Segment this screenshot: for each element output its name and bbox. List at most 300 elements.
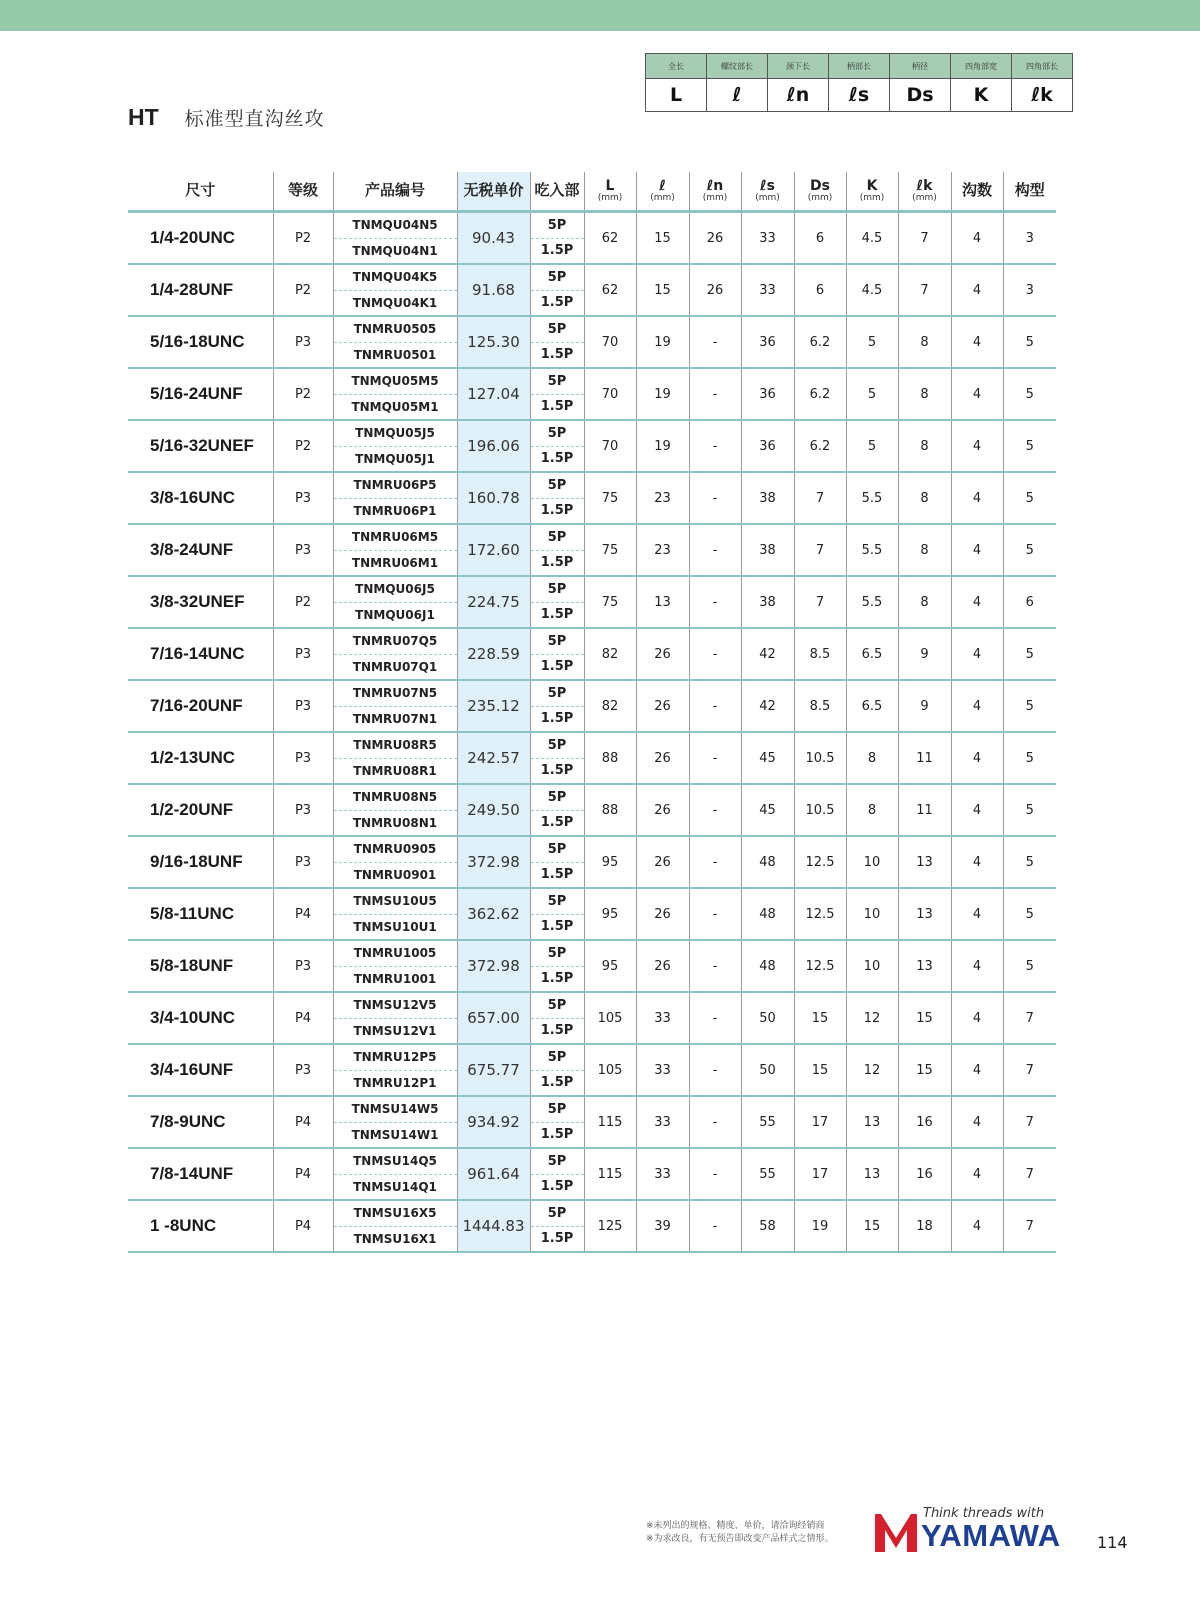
cell-ln: - [689,628,741,680]
cell-L: 105 [584,992,636,1044]
cell-l: 33 [636,1096,689,1148]
entry-15p: 1.5P [540,243,574,259]
table-row [128,472,1056,524]
cell-type: 5 [1003,368,1056,420]
product-code-15p: TNMRU08N1 [352,815,438,830]
cell-product [333,784,457,836]
cell-ln: - [689,732,741,784]
col-ls: ℓs (mm) [741,172,794,212]
col-size: 尺寸 [128,172,273,212]
product-code-5p: TNMRU06P5 [334,473,457,499]
cell-K: 15 [846,1200,898,1252]
cell-K: 5 [846,316,898,368]
cell-ls: 33 [741,264,794,316]
col-price: 无税单价 [457,172,530,212]
legend-symbol: ℓk [1012,79,1073,112]
cell-ln: - [689,992,741,1044]
legend-symbol: K [951,79,1012,112]
cell-type: 5 [1003,628,1056,680]
cell-flutes: 4 [951,1096,1003,1148]
cell-lk: 8 [898,316,951,368]
cell-flutes: 4 [951,836,1003,888]
cell-L: 70 [584,368,636,420]
legend-label: 颈下长 [768,54,829,79]
footer-note-2: ※为求改良，有无预告即改变产品样式之情形。 [646,1534,834,1544]
cell-Ds: 7 [794,472,846,524]
cell-product [333,888,457,940]
cell-ln: - [689,940,741,992]
cell-price: 372.98 [457,836,530,888]
legend-symbol: ℓ [707,79,768,112]
cell-lk: 7 [898,212,951,265]
cell-size: 1/2-13UNC [128,732,273,784]
cell-lk: 18 [898,1200,951,1252]
product-code-15p: TNMSU12V1 [353,1023,437,1038]
product-code-15p: TNMRU07N1 [352,711,438,726]
cell-flutes: 4 [951,212,1003,265]
cell-l: 13 [636,576,689,628]
entry-5p: 5P [531,1149,584,1175]
entry-15p: 1.5P [540,1023,574,1039]
product-code-15p: TNMRU06M1 [351,555,439,570]
cell-l: 26 [636,784,689,836]
cell-Ds: 10.5 [794,732,846,784]
cell-type: 3 [1003,264,1056,316]
cell-product [333,212,457,265]
entry-15p: 1.5P [540,763,574,779]
product-code-5p: TNMSU14Q5 [334,1149,457,1175]
cell-K: 4.5 [846,264,898,316]
table-row [128,524,1056,576]
table-row [128,316,1056,368]
cell-ls: 36 [741,316,794,368]
cell-l: 33 [636,1148,689,1200]
cell-price: 372.98 [457,940,530,992]
cell-type: 6 [1003,576,1056,628]
cell-flutes: 4 [951,524,1003,576]
entry-15p: 1.5P [540,867,574,883]
cell-size: 5/16-32UNEF [128,420,273,472]
entry-5p: 5P [531,993,584,1019]
entry-5p: 5P [531,889,584,915]
cell-entry [530,1044,584,1096]
cell-type: 5 [1003,888,1056,940]
product-code-15p: TNMRU06P1 [353,503,437,518]
cell-ls: 55 [741,1096,794,1148]
cell-product [333,1044,457,1096]
cell-ln: - [689,784,741,836]
product-code-5p: TNMQU05J5 [334,421,457,447]
cell-product [333,316,457,368]
page-number: 114 [1097,1533,1128,1552]
cell-Ds: 7 [794,524,846,576]
footer-notes [646,1520,834,1546]
cell-entry [530,888,584,940]
cell-product [333,1148,457,1200]
entry-5p: 5P [531,681,584,707]
cell-entry [530,680,584,732]
cell-entry [530,732,584,784]
cell-ln: - [689,1200,741,1252]
product-code-15p: TNMQU04K1 [352,295,438,310]
cell-Ds: 6.2 [794,316,846,368]
cell-type: 5 [1003,732,1056,784]
cell-flutes: 4 [951,940,1003,992]
col-flutes: 沟数 [951,172,1003,212]
cell-K: 10 [846,940,898,992]
cell-price: 1444.83 [457,1200,530,1252]
entry-15p: 1.5P [540,659,574,675]
legend-label: 全长 [646,54,707,79]
cell-size: 5/16-24UNF [128,368,273,420]
cell-grade: P3 [273,784,333,836]
product-code-15p: TNMRU0501 [353,347,437,362]
product-code-5p: TNMQU04K5 [334,265,457,291]
cell-flutes: 4 [951,1044,1003,1096]
cell-lk: 8 [898,472,951,524]
cell-ln: - [689,420,741,472]
cell-l: 26 [636,732,689,784]
product-code-15p: TNMRU12P1 [353,1075,437,1090]
cell-K: 13 [846,1148,898,1200]
product-code-5p: TNMRU0505 [334,317,457,343]
entry-5p: 5P [531,629,584,655]
cell-product [333,1200,457,1252]
cell-flutes: 4 [951,420,1003,472]
legend-symbol: Ds [890,79,951,112]
product-code-15p: TNMQU05J1 [355,451,435,466]
cell-type: 5 [1003,420,1056,472]
cell-lk: 9 [898,680,951,732]
product-code-15p: TNMRU08R1 [353,763,437,778]
cell-product [333,368,457,420]
entry-5p: 5P [531,265,584,291]
cell-size: 3/8-32UNEF [128,576,273,628]
cell-flutes: 4 [951,368,1003,420]
product-code-15p: TNMQU05M1 [351,399,439,414]
cell-entry [530,836,584,888]
cell-type: 5 [1003,316,1056,368]
cell-Ds: 6 [794,264,846,316]
cell-L: 70 [584,316,636,368]
table-row [128,836,1056,888]
cell-flutes: 4 [951,888,1003,940]
cell-L: 88 [584,732,636,784]
product-code-5p: TNMRU07N5 [334,681,457,707]
cell-lk: 16 [898,1148,951,1200]
page-title [128,104,325,134]
cell-flutes: 4 [951,680,1003,732]
entry-15p: 1.5P [540,1075,574,1091]
table-row [128,1200,1056,1252]
entry-5p: 5P [531,733,584,759]
table-row [128,940,1056,992]
cell-entry [530,576,584,628]
cell-flutes: 4 [951,264,1003,316]
cell-grade: P3 [273,940,333,992]
cell-L: 105 [584,1044,636,1096]
table-row [128,1148,1056,1200]
cell-Ds: 19 [794,1200,846,1252]
cell-grade: P3 [273,316,333,368]
cell-ln: - [689,1044,741,1096]
cell-ls: 48 [741,940,794,992]
cell-product [333,940,457,992]
cell-l: 23 [636,472,689,524]
cell-K: 8 [846,732,898,784]
cell-K: 4.5 [846,212,898,265]
cell-grade: P3 [273,1044,333,1096]
entry-5p: 5P [531,525,584,551]
cell-l: 19 [636,420,689,472]
entry-15p: 1.5P [540,971,574,987]
cell-entry [530,212,584,265]
product-code-5p: TNMRU07Q5 [334,629,457,655]
product-code-5p: TNMRU12P5 [334,1045,457,1071]
cell-K: 6.5 [846,680,898,732]
yamawa-logo [873,1508,1073,1554]
cell-l: 26 [636,680,689,732]
header-row [128,172,1056,212]
cell-price: 172.60 [457,524,530,576]
cell-ln: - [689,888,741,940]
cell-ln: - [689,524,741,576]
cell-l: 39 [636,1200,689,1252]
cell-l: 26 [636,836,689,888]
cell-ls: 36 [741,368,794,420]
cell-L: 70 [584,420,636,472]
entry-15p: 1.5P [540,1127,574,1143]
entry-15p: 1.5P [540,555,574,571]
cell-flutes: 4 [951,576,1003,628]
cell-size: 7/8-14UNF [128,1148,273,1200]
cell-ls: 55 [741,1148,794,1200]
cell-product [333,264,457,316]
cell-Ds: 8.5 [794,628,846,680]
entry-15p: 1.5P [540,607,574,623]
cell-price: 961.64 [457,1148,530,1200]
cell-flutes: 4 [951,732,1003,784]
table-row [128,1044,1056,1096]
product-code-5p: TNMQU05M5 [334,369,457,395]
cell-grade: P2 [273,368,333,420]
entry-15p: 1.5P [540,295,574,311]
cell-grade: P4 [273,1096,333,1148]
cell-ls: 38 [741,576,794,628]
cell-price: 90.43 [457,212,530,265]
cell-type: 5 [1003,680,1056,732]
table-row [128,368,1056,420]
cell-Ds: 12.5 [794,940,846,992]
col-L: L (mm) [584,172,636,212]
entry-5p: 5P [531,1201,584,1227]
cell-L: 75 [584,472,636,524]
cell-flutes: 4 [951,628,1003,680]
cell-l: 33 [636,992,689,1044]
cell-size: 3/4-16UNF [128,1044,273,1096]
cell-K: 10 [846,888,898,940]
cell-product [333,732,457,784]
cell-entry [530,368,584,420]
cell-entry [530,264,584,316]
cell-entry [530,316,584,368]
entry-15p: 1.5P [540,451,574,467]
cell-price: 127.04 [457,368,530,420]
legend-label: 柄径 [890,54,951,79]
cell-entry [530,992,584,1044]
cell-product [333,524,457,576]
cell-ln: - [689,1148,741,1200]
product-code-15p: TNMSU14Q1 [353,1179,437,1194]
product-code-15p: TNMSU10U1 [353,919,437,934]
cell-entry [530,784,584,836]
cell-L: 95 [584,888,636,940]
cell-product [333,576,457,628]
cell-L: 62 [584,212,636,265]
cell-ln: - [689,836,741,888]
product-code-5p: TNMSU14W5 [334,1097,457,1123]
cell-L: 125 [584,1200,636,1252]
entry-5p: 5P [531,941,584,967]
cell-size: 7/16-14UNC [128,628,273,680]
entry-15p: 1.5P [540,1231,574,1247]
table-row [128,420,1056,472]
cell-ls: 38 [741,472,794,524]
entry-5p: 5P [531,421,584,447]
table-row [128,888,1056,940]
cell-L: 75 [584,576,636,628]
entry-5p: 5P [531,369,584,395]
entry-5p: 5P [531,473,584,499]
cell-K: 8 [846,784,898,836]
product-code-5p: TNMQU06J5 [334,577,457,603]
cell-grade: P3 [273,732,333,784]
cell-ls: 38 [741,524,794,576]
cell-price: 242.57 [457,732,530,784]
table-row [128,576,1056,628]
cell-l: 26 [636,888,689,940]
cell-L: 115 [584,1096,636,1148]
cell-type: 5 [1003,784,1056,836]
cell-grade: P3 [273,680,333,732]
cell-ls: 50 [741,992,794,1044]
product-code-5p: TNMSU10U5 [334,889,457,915]
product-code-5p: TNMQU04N5 [334,213,457,239]
cell-price: 249.50 [457,784,530,836]
col-product: 产品编号 [333,172,457,212]
cell-lk: 11 [898,784,951,836]
cell-type: 5 [1003,836,1056,888]
cell-ln: - [689,316,741,368]
cell-ls: 50 [741,1044,794,1096]
table-row [128,212,1056,265]
entry-5p: 5P [531,317,584,343]
product-code-5p: TNMRU06M5 [334,525,457,551]
cell-grade: P3 [273,524,333,576]
cell-lk: 13 [898,888,951,940]
cell-ls: 58 [741,1200,794,1252]
cell-K: 12 [846,992,898,1044]
table-row [128,264,1056,316]
table-row [128,784,1056,836]
series-name: 标准型直沟丝攻 [184,108,325,130]
cell-flutes: 4 [951,316,1003,368]
cell-Ds: 6.2 [794,420,846,472]
cell-lk: 11 [898,732,951,784]
cell-price: 91.68 [457,264,530,316]
cell-size: 3/4-10UNC [128,992,273,1044]
cell-price: 657.00 [457,992,530,1044]
cell-entry [530,420,584,472]
cell-grade: P3 [273,472,333,524]
cell-product [333,420,457,472]
cell-grade: P4 [273,1200,333,1252]
cell-L: 88 [584,784,636,836]
cell-ln: 26 [689,264,741,316]
cell-l: 19 [636,368,689,420]
entry-5p: 5P [531,1045,584,1071]
legend-symbol: ℓs [829,79,890,112]
cell-entry [530,472,584,524]
cell-entry [530,1148,584,1200]
cell-size: 3/8-16UNC [128,472,273,524]
cell-ln: - [689,576,741,628]
cell-K: 6.5 [846,628,898,680]
top-color-band [0,0,1200,31]
cell-l: 19 [636,316,689,368]
cell-price: 228.59 [457,628,530,680]
cell-product [333,472,457,524]
table-row [128,1096,1056,1148]
cell-grade: P4 [273,1148,333,1200]
cell-size: 9/16-18UNF [128,836,273,888]
cell-ln: - [689,472,741,524]
product-code-15p: TNMSU14W1 [351,1127,439,1142]
cell-size: 5/16-18UNC [128,316,273,368]
entry-5p: 5P [531,213,584,239]
table-row [128,680,1056,732]
cell-K: 5 [846,368,898,420]
product-code-5p: TNMRU0905 [334,837,457,863]
product-code-5p: TNMSU12V5 [334,993,457,1019]
logo-tagline: Think threads with [923,1506,1045,1521]
cell-size: 1/4-28UNF [128,264,273,316]
table-row [128,732,1056,784]
cell-Ds: 7 [794,576,846,628]
cell-type: 5 [1003,472,1056,524]
entry-15p: 1.5P [540,1179,574,1195]
product-code-15p: TNMRU0901 [353,867,437,882]
cell-grade: P2 [273,264,333,316]
cell-ls: 48 [741,836,794,888]
cell-grade: P4 [273,888,333,940]
product-code-5p: TNMRU1005 [334,941,457,967]
cell-size: 3/8-24UNF [128,524,273,576]
cell-flutes: 4 [951,992,1003,1044]
product-code-15p: TNMRU07Q1 [352,659,438,674]
cell-flutes: 4 [951,472,1003,524]
cell-entry [530,940,584,992]
cell-Ds: 10.5 [794,784,846,836]
cell-lk: 13 [898,836,951,888]
cell-size: 7/16-20UNF [128,680,273,732]
cell-ls: 45 [741,732,794,784]
cell-L: 115 [584,1148,636,1200]
cell-L: 82 [584,680,636,732]
cell-L: 62 [584,264,636,316]
cell-K: 5.5 [846,524,898,576]
cell-ls: 42 [741,628,794,680]
